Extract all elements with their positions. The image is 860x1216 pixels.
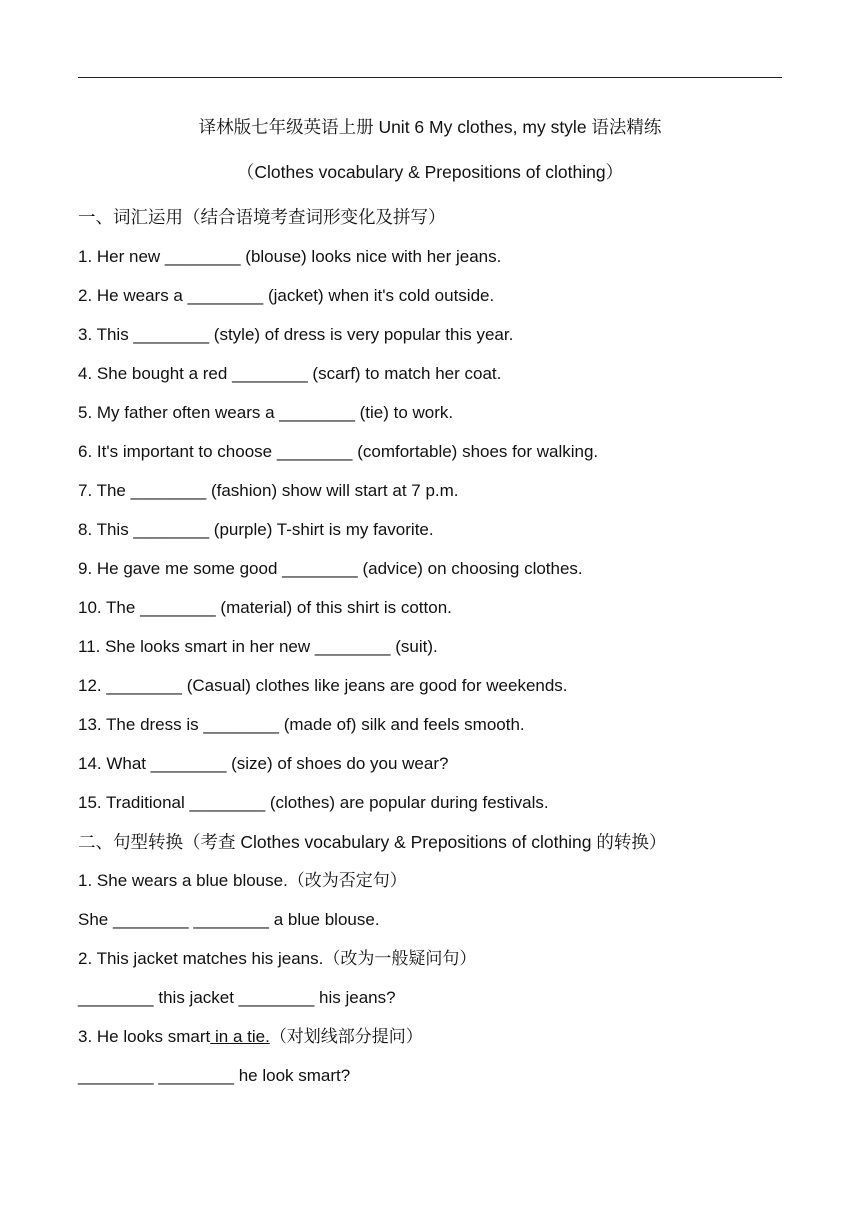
vocab-item-4: 4. She bought a red ________ (scarf) to match her coat. xyxy=(78,364,502,383)
vocab-item-1: 1. Her new ________ (blouse) looks nice with her jeans. xyxy=(78,247,502,266)
transform-question-1: 1. She wears a blue blouse.（改为否定句） xyxy=(78,871,407,890)
vocab-item-5: 5. My father often wears a ________ (tie) to work. xyxy=(78,403,454,422)
question-3-instruction: （对划线部分提问） xyxy=(269,1027,423,1046)
vocab-item-14: 14. What ________ (size) of shoes do you wear? xyxy=(78,754,449,773)
transform-answer-2: ________ this jacket ________ his jeans? xyxy=(78,988,396,1007)
vocab-item-15: 15. Traditional ________ (clothes) are popular during festivals. xyxy=(78,793,549,812)
vocab-item-9: 9. He gave me some good ________ (advice) on choosing clothes. xyxy=(78,559,583,578)
worksheet-title: 译林版七年级英语上册 Unit 6 My clothes, my style 语法精练 xyxy=(198,117,662,137)
transform-question-3 xyxy=(78,1025,423,1049)
vocab-item-6: 6. It's important to choose ________ (comfortable) shoes for walking. xyxy=(78,442,599,461)
vocab-item-13: 13. The dress is ________ (made of) silk and feels smooth. xyxy=(78,715,525,734)
section-2-heading: 二、句型转换（考查 Clothes vocabulary & Prepositions of clothing 的转换） xyxy=(78,832,667,852)
vocab-item-3: 3. This ________ (style) of dress is very popular this year. xyxy=(78,325,514,344)
vocab-item-11: 11. She looks smart in her new ________ (suit). xyxy=(78,637,438,656)
transform-answer-1: She ________ ________ a blue blouse. xyxy=(78,910,380,929)
vocab-item-10: 10. The ________ (material) of this shirt is cotton. xyxy=(78,598,452,617)
transform-question-2: 2. This jacket matches his jeans.（改为一般疑问句） xyxy=(78,949,477,968)
vocab-item-2: 2. He wears a ________ (jacket) when it's cold outside. xyxy=(78,286,495,305)
vocab-item-8: 8. This ________ (purple) T-shirt is my favorite. xyxy=(78,520,434,539)
section-1-heading: 一、词汇运用（结合语境考查词形变化及拼写） xyxy=(78,207,446,227)
question-3-text: 3. He looks smart xyxy=(78,1027,211,1046)
question-3-underlined-part: in a tie. xyxy=(210,1027,270,1046)
header-rule xyxy=(78,77,782,78)
worksheet-subtitle: （Clothes vocabulary & Prepositions of clothing） xyxy=(236,162,624,182)
transform-answer-3: ________ ________ he look smart? xyxy=(78,1066,351,1085)
vocab-item-7: 7. The ________ (fashion) show will start at 7 p.m. xyxy=(78,481,459,500)
vocab-item-12: 12. ________ (Casual) clothes like jeans are good for weekends. xyxy=(78,676,568,695)
